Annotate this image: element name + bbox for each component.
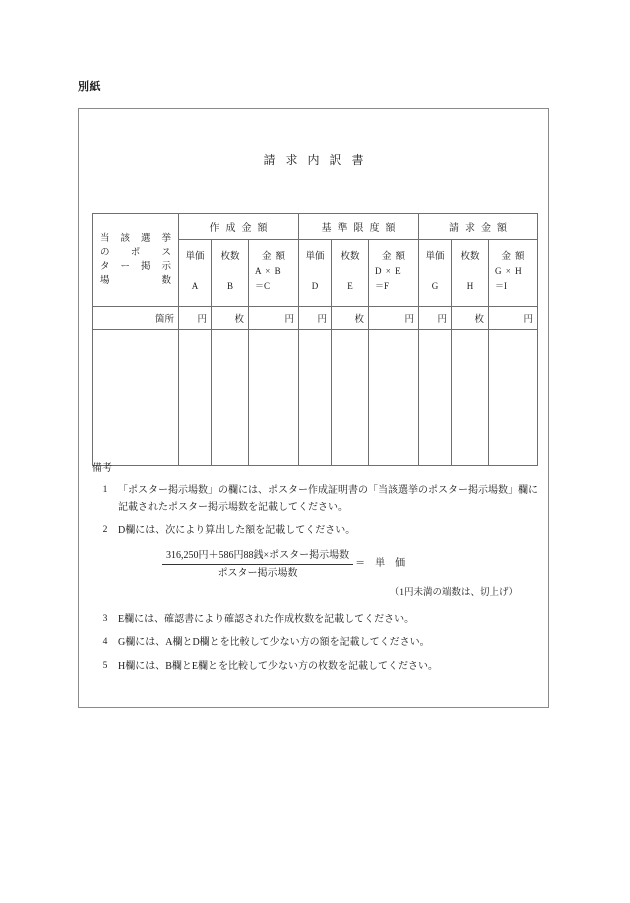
note-number-4: 4 (102, 637, 108, 648)
unit-cell-f: 円 (369, 307, 419, 330)
entry-cell-g[interactable] (419, 330, 452, 466)
entry-cell-d[interactable] (299, 330, 332, 466)
formula-result (355, 559, 405, 569)
header-group-production-amount: 作成金額 (179, 214, 299, 240)
unit-price-formula (162, 549, 540, 580)
notes-section (92, 464, 540, 682)
sheet-label: 別紙 (78, 81, 101, 93)
note-number-1: 1 (102, 485, 108, 495)
formula-denominator: ポスター掲示場数 (217, 567, 298, 579)
entry-cell-h[interactable] (452, 330, 489, 466)
unit-cell-g: 円 (419, 307, 452, 330)
formula-fraction (162, 549, 353, 580)
entry-cell-b[interactable] (212, 330, 249, 466)
site-head-line-2: の ポ ス (100, 247, 171, 258)
header-group-standard-limit: 基準限度額 (299, 214, 419, 240)
note-item-5 (92, 659, 540, 676)
note-item-1 (92, 483, 540, 516)
entry-cell-e[interactable] (332, 330, 369, 466)
subheader-amount-i: 金額 G × H ＝I (489, 239, 538, 306)
table-entry-row (93, 330, 538, 466)
site-head-line-4: 場 数 (100, 276, 171, 287)
note-number-5: 5 (102, 660, 108, 671)
unit-cell-i: 円 (489, 307, 538, 330)
note-number-3: 3 (102, 613, 108, 624)
note-number-2: 2 (102, 525, 108, 535)
table-header-row-group (93, 214, 538, 240)
subheader-sheets-e: 枚数 E (332, 239, 369, 306)
document-frame (78, 108, 549, 708)
notes-heading: 備考 (92, 463, 112, 474)
subheader-sheets-b: 枚数 B (212, 239, 249, 306)
entry-cell-c[interactable] (249, 330, 299, 466)
subheader-unit-price-a: 単価 A (179, 239, 212, 306)
note-text-5: H欄には、B欄とE欄とを比較して少ない方の枚数を記載してください。 (118, 660, 438, 672)
subheader-sheets-h: 枚数 H (452, 239, 489, 306)
note-item-3 (92, 612, 540, 629)
site-head-line-3: タ ー 掲 示 (100, 262, 171, 272)
entry-cell-sites[interactable] (93, 330, 179, 466)
entry-cell-a[interactable] (179, 330, 212, 466)
unit-cell-c: 円 (249, 307, 299, 330)
subheader-unit-price-d: 単価 D (299, 239, 332, 306)
unit-cell-d: 円 (299, 307, 332, 330)
header-group-claim-amount: 請求金額 (419, 214, 538, 240)
note-text-4: G欄には、A欄とD欄とを比較して少ない方の額を記載してください。 (118, 637, 430, 649)
subheader-amount-f: 金額 D × E ＝F (369, 239, 419, 306)
entry-cell-i[interactable] (489, 330, 538, 466)
unit-cell-sites: 箇所 (93, 307, 179, 330)
entry-cell-f[interactable] (369, 330, 419, 466)
note-text-1: 「ポスター掲示場数」の欄には、ポスター作成証明書の「当該選挙のポスター掲示場数」欄に記載されたポスター掲示場数を記載してください。 (118, 485, 538, 513)
unit-cell-h: 枚 (452, 307, 489, 330)
note-item-4 (92, 635, 540, 652)
header-poster-site-count (93, 214, 179, 307)
formula-equals-label: ＝単 (355, 558, 396, 569)
unit-cell-e: 枚 (332, 307, 369, 330)
page-title: 請求内訳書 (263, 153, 374, 167)
note-item-2 (92, 523, 540, 540)
claim-breakdown-table (92, 213, 538, 466)
subheader-amount-c: 金額 A × B ＝C (249, 239, 299, 306)
table-unit-row (93, 307, 538, 330)
formula-numerator: 316,250円＋586円88銭×ポスター掲示場数 (162, 549, 353, 565)
subheader-unit-price-g: 単価 G (419, 239, 452, 306)
rounding-note: （1円未満の端数は、切上げ） (389, 587, 518, 598)
formula-result-label: 価 (395, 558, 406, 569)
note-text-2: D欄には、次により算出した額を記載してください。 (118, 525, 356, 536)
unit-cell-b: 枚 (212, 307, 249, 330)
unit-cell-a: 円 (179, 307, 212, 330)
site-head-line-1: 当 該 選 挙 (100, 233, 171, 244)
note-text-3: E欄には、確認書により確認された作成枚数を記載してください。 (118, 613, 415, 625)
